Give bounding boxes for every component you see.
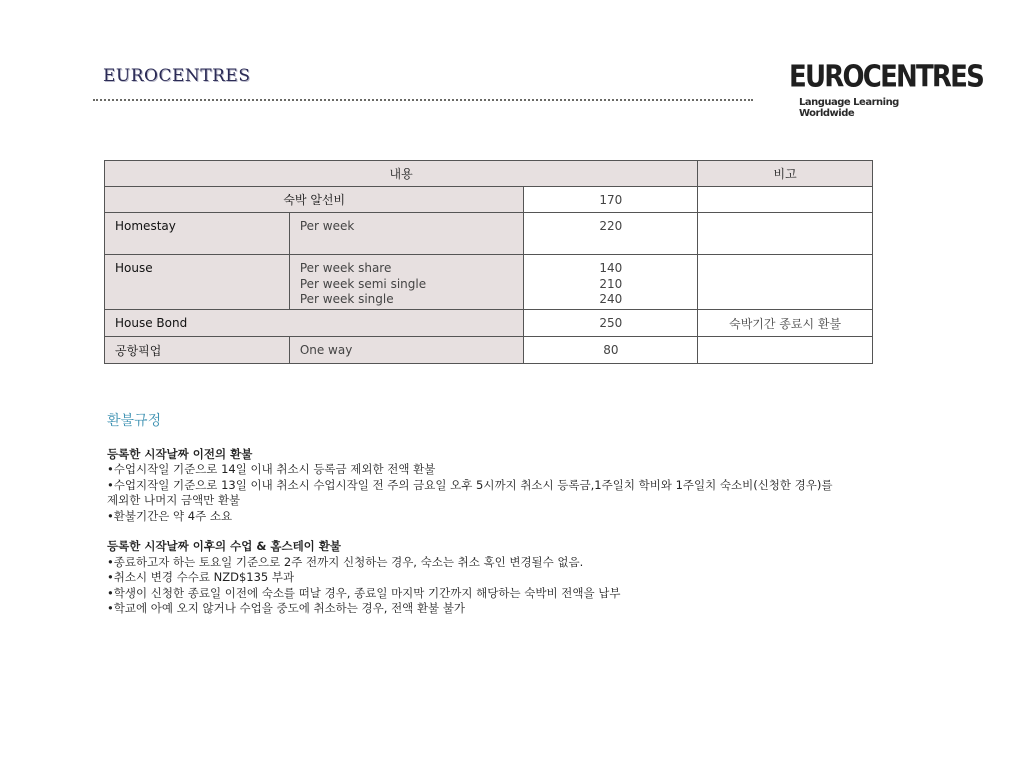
refund-after-item: •종료하고자 하는 토요일 기준으로 2주 전까지 신청하는 경우, 숙소는 취소 혹인 변경될수 없음.: [107, 554, 584, 569]
refund-before-start-heading: 등록한 시작날짜 이전의 환불: [107, 446, 253, 461]
placement-fee-amount: 170: [524, 187, 698, 213]
house-details: [289, 255, 524, 310]
house-detail-single: Per week single: [299, 292, 394, 306]
refund-after-item: •학생이 신청한 종료일 이전에 숙소를 떠날 경우, 종료일 마지막 기간까지 해당하는 숙박비 전액을 납부: [107, 585, 621, 600]
homestay-detail: Per week: [289, 213, 524, 255]
logo-wordmark: EUROCENTRES: [789, 60, 984, 95]
table-row: [105, 187, 873, 213]
header-content: 내용: [105, 161, 698, 187]
table-row: [105, 310, 873, 337]
homestay-note: [698, 213, 873, 255]
eurocentres-logo: [789, 60, 984, 120]
refund-before-item: •수업지작일 기준으로 13일 이내 취소시 수업시작일 전 주의 금요일 오후 5시까지 취소시 등록금,1주일치 학비와 1주일치 숙소비(신청한 경우)를: [107, 477, 833, 492]
house-detail-share: Per week share: [299, 261, 392, 275]
airport-pickup-note: [698, 337, 873, 364]
table-row: [105, 213, 873, 255]
house-amount-semi-single: 210: [599, 276, 623, 291]
refund-policy: [107, 414, 947, 617]
house-detail-semi-single: Per week semi single: [299, 276, 427, 291]
house-bond-label: House Bond: [105, 310, 524, 337]
placement-fee-label: 숙박 알선비: [105, 187, 524, 213]
house-amount-single: 240: [599, 292, 623, 306]
airport-pickup-detail: One way: [289, 337, 524, 364]
refund-after-item: •학교에 아예 오지 않거나 수업을 중도에 취소하는 경우, 전액 환불 불가: [107, 601, 466, 615]
homestay-amount: 220: [524, 213, 698, 255]
airport-pickup-label: 공항픽업: [105, 337, 290, 364]
placement-fee-note: [698, 187, 873, 213]
refund-policy-title: 환불규정: [107, 413, 162, 429]
refund-after-start-heading: 등록한 시작날짜 이후의 수업 & 홈스테이 환불: [107, 539, 342, 553]
refund-before-item: •환불기간은 약 4주 소요: [107, 508, 233, 523]
header-remarks: 비고: [698, 161, 873, 187]
section-spacer: [107, 524, 947, 539]
refund-before-item: 제외한 나머지 금액만 환불: [107, 493, 241, 507]
house-note: [698, 255, 873, 310]
refund-before-item: •수업시작일 기준으로 14일 이내 취소시 등록금 제외한 전액 환불: [107, 462, 436, 476]
logo-tagline: Language Learning Worldwide: [799, 97, 899, 119]
table-row: [105, 255, 873, 310]
table-header-row: [105, 161, 873, 187]
house-label: House: [105, 255, 290, 310]
refund-after-item: •취소시 변경 수수료 NZD$135 부과: [107, 570, 295, 584]
accommodation-fee-table: [104, 160, 873, 364]
house-bond-amount: 250: [524, 310, 698, 337]
title-divider: [93, 99, 753, 101]
house-amounts: [524, 255, 698, 310]
page-title: EUROCENTRES: [103, 66, 251, 86]
airport-pickup-amount: 80: [524, 337, 698, 364]
house-amount-share: 140: [599, 261, 623, 275]
table-row: [105, 337, 873, 364]
house-bond-note: 숙박기간 종료시 환불: [698, 310, 873, 337]
homestay-label: Homestay: [105, 213, 290, 255]
